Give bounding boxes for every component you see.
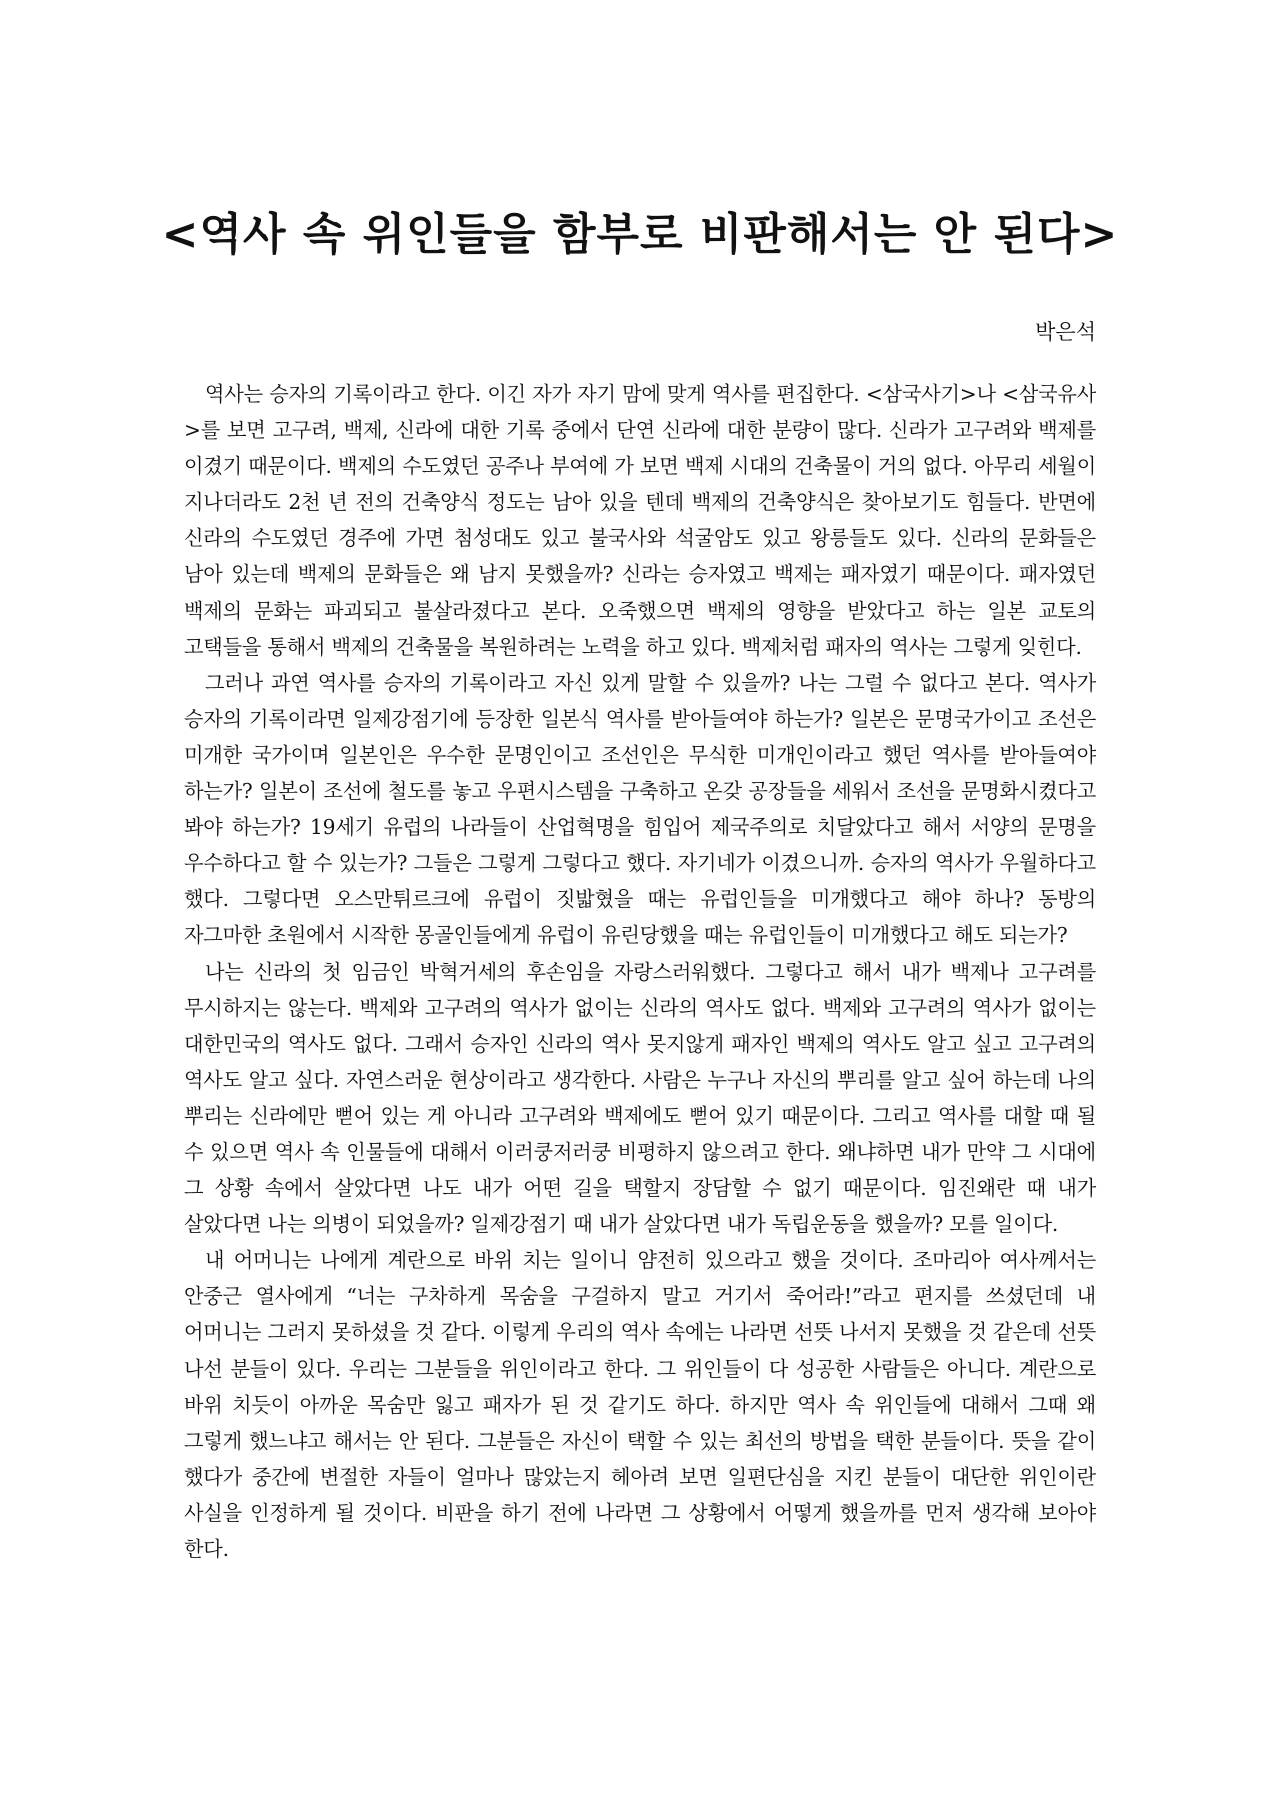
document-body bbox=[184, 376, 1096, 1567]
paragraph: 역사는 승자의 기록이라고 한다. 이긴 자가 자기 맘에 맞게 역사를 편집한다. <삼국사기>나 <삼국유사>를 보면 고구려, 백제, 신라에 대한 기록 중에서 단연 신라에 대한 분량이 많다. 신라가 고구려와 백제를 이겼기 때문이다. 백제의 수도였던 공주나 부여에 가 보면 백제 시대의 건축물이 거의 없다. 아무리 세월이 지나더라도 2천 년 전의 건축양식 정도는 남아 있을 텐데 백제의 건축양식은 찾아보기도 힘들다. 반면에 신라의 수도였던 경주에 가면 첨성대도 있고 불국사와 석굴암도 있고 왕릉들도 있다. 신라의 문화들은 남아 있는데 백제의 문화들은 왜 남지 못했을까? 신라는 승자였고 백제는 패자였기 때문이다. 패자였던 백제의 문화는 파괴되고 불살라졌다고 본다. 오죽했으면 백제의 영향을 받았다고 하는 일본 교토의 고택들을 통해서 백제의 건축물을 복원하려는 노력을 하고 있다. 백제처럼 패자의 역사는 그렇게 잊힌다. bbox=[184, 382, 1096, 659]
paragraph: 내 어머니는 나에게 계란으로 바위 치는 일이니 얌전히 있으라고 했을 것이다. 조마리아 여사께서는 안중근 열사에게 “너는 구차하게 목숨을 구걸하지 말고 거기서 죽어라!”라고 편지를 쓰셨던데 내 어머니는 그러지 못하셨을 것 같다. 이렇게 우리의 역사 속에는 나라면 선뜻 나서지 못했을 것 같은데 선뜻 나선 분들이 있다. 우리는 그분들을 위인이라고 한다. 그 위인들이 다 성공한 사람들은 아니다. 계란으로 바위 치듯이 아까운 목숨만 잃고 패자가 된 것 같기도 하다. 하지만 역사 속 위인들에 대해서 그때 왜 그렇게 했느냐고 해서는 안 된다. 그분들은 자신이 택할 수 있는 최선의 방법을 택한 분들이다. 뜻을 같이 했다가 중간에 변절한 자들이 얼마나 많았는지 헤아려 보면 일편단심을 지킨 분들이 대단한 위인이란 사실을 인정하게 될 것이다. 비판을 하기 전에 나라면 그 상황에서 어떻게 했을까를 먼저 생각해 보아야 한다. bbox=[184, 1248, 1096, 1561]
author-name: 박은석 bbox=[1035, 320, 1096, 344]
paragraph: 그러나 과연 역사를 승자의 기록이라고 자신 있게 말할 수 있을까? 나는 그럴 수 없다고 본다. 역사가 승자의 기록이라면 일제강점기에 등장한 일본식 역사를 받아들여야 하는가? 일본은 문명국가이고 조선은 미개한 국가이며 일본인은 우수한 문명인이고 조선인은 무식한 미개인이라고 했던 역사를 받아들여야 하는가? 일본이 조선에 철도를 놓고 우편시스템을 구축하고 온갖 공장들을 세워서 조선을 문명화시켰다고 봐야 하는가? 19세기 유럽의 나라들이 산업혁명을 힘입어 제국주의로 치달았다고 해서 서양의 문명을 우수하다고 할 수 있는가? 그들은 그렇게 그렇다고 했다. 자기네가 이겼으니까. 승자의 역사가 우월하다고 했다. 그렇다면 오스만튀르크에 유럽이 짓밟혔을 때는 유럽인들을 미개했다고 해야 하나? 동방의 자그마한 초원에서 시작한 몽골인들에게 유럽이 유린당했을 때는 유럽인들이 미개했다고 해도 되는가? bbox=[184, 670, 1096, 948]
paragraph: 나는 신라의 첫 임금인 박혁거세의 후손임을 자랑스러워했다. 그렇다고 해서 내가 백제나 고구려를 무시하지는 않는다. 백제와 고구려의 역사가 없이는 신라의 역사도 없다. 백제와 고구려의 역사가 없이는 대한민국의 역사도 없다. 그래서 승자인 신라의 역사 못지않게 패자인 백제의 역사도 알고 싶고 고구려의 역사도 알고 싶다. 자연스러운 현상이라고 생각한다. 사람은 누구나 자신의 뿌리를 알고 싶어 하는데 나의 뿌리는 신라에만 뻗어 있는 게 아니라 고구려와 백제에도 뻗어 있기 때문이다. 그리고 역사를 대할 때 될 수 있으면 역사 속 인물들에 대해서 이러쿵저러쿵 비평하지 않으려고 한다. 왜냐하면 내가 만약 그 시대에 그 상황 속에서 살았다면 나도 내가 어떤 길을 택할지 장담할 수 없기 때문이다. 임진왜란 때 내가 살았다면 나는 의병이 되었을까? 일제강점기 때 내가 살았다면 내가 독립운동을 했을까? 모를 일이다. bbox=[184, 959, 1096, 1237]
document-title: <역사 속 위인들을 함부로 비판해서는 안 된다> bbox=[161, 209, 1119, 260]
